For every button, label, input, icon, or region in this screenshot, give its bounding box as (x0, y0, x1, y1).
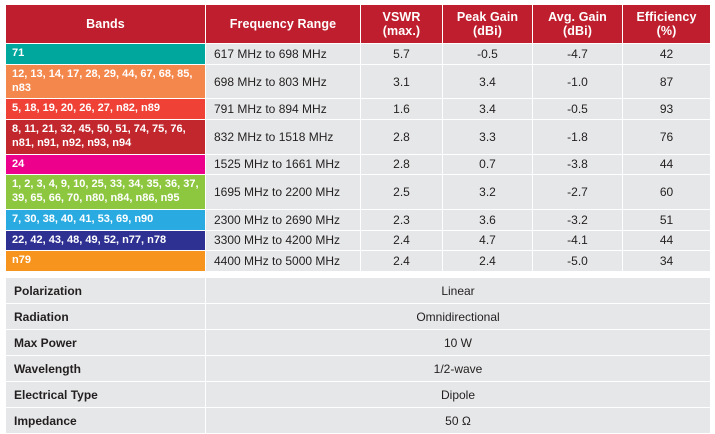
column-header-frequency-range-label: Frequency Range (229, 16, 337, 31)
frequency-range-cell: 3300 MHz to 4200 MHz (206, 230, 361, 251)
avg-gain-cell: -1.8 (533, 120, 623, 155)
spec-value-cell: 1/2-wave (206, 356, 711, 382)
spec-row (6, 278, 711, 304)
frequency-range-cell: 1695 MHz to 2200 MHz (206, 175, 361, 210)
vswr-cell: 3.1 (361, 64, 443, 99)
vswr-cell: 1.6 (361, 99, 443, 120)
avg-gain-cell: -3.2 (533, 209, 623, 230)
column-header-peak-gain-label: Peak Gain (456, 9, 519, 24)
efficiency-cell: 76 (623, 120, 711, 155)
column-header-avg-gain-label: Avg. Gain (548, 9, 607, 24)
table-header-row (6, 5, 711, 44)
avg-gain-cell: -2.7 (533, 175, 623, 210)
band-label-cell: 24 (6, 154, 206, 175)
frequency-range-cell: 1525 MHz to 1661 MHz (206, 154, 361, 175)
spec-row (6, 304, 711, 330)
avg-gain-cell: -4.7 (533, 44, 623, 65)
vswr-cell: 2.3 (361, 209, 443, 230)
spec-row (6, 382, 711, 408)
efficiency-cell: 51 (623, 209, 711, 230)
column-header-bands (6, 5, 206, 44)
frequency-range-cell: 4400 MHz to 5000 MHz (206, 251, 361, 272)
general-specs-table (5, 277, 711, 434)
spec-name-cell: Radiation (6, 304, 206, 330)
column-header-efficiency-sublabel: (%) (656, 24, 677, 38)
spec-name-cell: Impedance (6, 408, 206, 434)
vswr-cell: 2.5 (361, 175, 443, 210)
frequency-range-cell: 698 MHz to 803 MHz (206, 64, 361, 99)
peak-gain-cell: 3.4 (443, 64, 533, 99)
spec-value-cell: Linear (206, 278, 711, 304)
spec-name-cell: Polarization (6, 278, 206, 304)
band-label-cell: n79 (6, 251, 206, 272)
frequency-range-cell: 832 MHz to 1518 MHz (206, 120, 361, 155)
column-header-efficiency (623, 5, 711, 44)
band-label-cell: 1, 2, 3, 4, 9, 10, 25, 33, 34, 35, 36, 37, 39, 65, 66, 70, n80, n84, n86, n95 (6, 175, 206, 210)
avg-gain-cell: -0.5 (533, 99, 623, 120)
table-row (6, 230, 711, 251)
column-header-peak-gain (443, 5, 533, 44)
avg-gain-cell: -4.1 (533, 230, 623, 251)
column-header-frequency-range (206, 5, 361, 44)
column-header-vswr-label: VSWR (382, 9, 421, 24)
peak-gain-cell: -0.5 (443, 44, 533, 65)
column-header-bands-label: Bands (86, 16, 125, 31)
peak-gain-cell: 4.7 (443, 230, 533, 251)
spec-row (6, 408, 711, 434)
column-header-efficiency-label: Efficiency (636, 9, 697, 24)
table-row (6, 175, 711, 210)
spec-name-cell: Wavelength (6, 356, 206, 382)
column-header-vswr-sublabel: (max.) (382, 24, 421, 38)
vswr-cell: 2.4 (361, 251, 443, 272)
spec-value-cell: 50 Ω (206, 408, 711, 434)
column-header-peak-gain-sublabel: (dBi) (473, 24, 502, 38)
spec-name-cell: Max Power (6, 330, 206, 356)
vswr-cell: 2.4 (361, 230, 443, 251)
frequency-range-cell: 617 MHz to 698 MHz (206, 44, 361, 65)
table-row (6, 154, 711, 175)
spec-value-cell: 10 W (206, 330, 711, 356)
spec-name-cell: Electrical Type (6, 382, 206, 408)
vswr-cell: 5.7 (361, 44, 443, 65)
efficiency-cell: 44 (623, 230, 711, 251)
efficiency-cell: 60 (623, 175, 711, 210)
band-label-cell: 7, 30, 38, 40, 41, 53, 69, n90 (6, 209, 206, 230)
efficiency-cell: 93 (623, 99, 711, 120)
peak-gain-cell: 2.4 (443, 251, 533, 272)
spec-row (6, 330, 711, 356)
frequency-range-cell: 2300 MHz to 2690 MHz (206, 209, 361, 230)
column-header-avg-gain (533, 5, 623, 44)
avg-gain-cell: -3.8 (533, 154, 623, 175)
table-row (6, 120, 711, 155)
table-row (6, 209, 711, 230)
vswr-cell: 2.8 (361, 154, 443, 175)
band-label-cell: 12, 13, 14, 17, 28, 29, 44, 67, 68, 85, n83 (6, 64, 206, 99)
column-header-vswr (361, 5, 443, 44)
peak-gain-cell: 3.6 (443, 209, 533, 230)
table-row (6, 99, 711, 120)
frequency-range-cell: 791 MHz to 894 MHz (206, 99, 361, 120)
efficiency-cell: 87 (623, 64, 711, 99)
avg-gain-cell: -5.0 (533, 251, 623, 272)
table-row (6, 44, 711, 65)
vswr-cell: 2.8 (361, 120, 443, 155)
peak-gain-cell: 3.4 (443, 99, 533, 120)
column-header-avg-gain-sublabel: (dBi) (563, 24, 592, 38)
band-label-cell: 71 (6, 44, 206, 65)
peak-gain-cell: 3.3 (443, 120, 533, 155)
band-label-cell: 5, 18, 19, 20, 26, 27, n82, n89 (6, 99, 206, 120)
efficiency-cell: 42 (623, 44, 711, 65)
table-row (6, 64, 711, 99)
peak-gain-cell: 0.7 (443, 154, 533, 175)
peak-gain-cell: 3.2 (443, 175, 533, 210)
avg-gain-cell: -1.0 (533, 64, 623, 99)
band-label-cell: 8, 11, 21, 32, 45, 50, 51, 74, 75, 76, n81, n91, n92, n93, n94 (6, 120, 206, 155)
spec-value-cell: Omnidirectional (206, 304, 711, 330)
efficiency-cell: 44 (623, 154, 711, 175)
table-row (6, 251, 711, 272)
efficiency-cell: 34 (623, 251, 711, 272)
band-performance-table (5, 4, 711, 272)
spec-row (6, 356, 711, 382)
band-label-cell: 22, 42, 43, 48, 49, 52, n77, n78 (6, 230, 206, 251)
spec-value-cell: Dipole (206, 382, 711, 408)
